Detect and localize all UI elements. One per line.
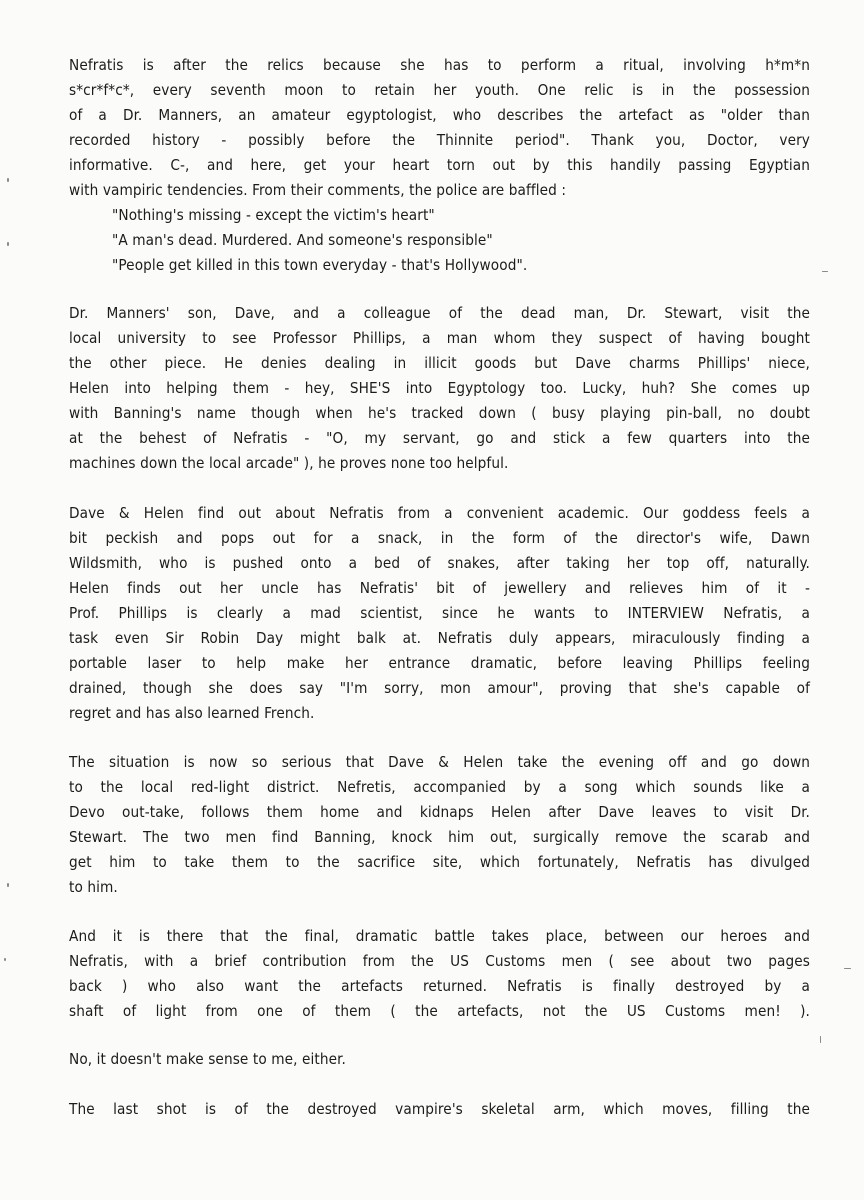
scan-speck	[822, 271, 828, 272]
paragraph-1-line-6: with vampiric tendencies. From their comments, the police are baffled :	[69, 181, 567, 199]
scan-speck	[7, 883, 9, 887]
paragraph-2-line-6: at the behest of Nefratis - "O, my servant, go and stick a few quarters into the	[69, 429, 810, 447]
paragraph-5-line-1: And it is there that the final, dramatic battle takes place, between our heroes and	[69, 927, 810, 945]
paragraph-4-line-4: Stewart. The two men find Banning, knock him out, surgically remove the scarab and	[69, 828, 810, 846]
paragraph-4-line-6: to him.	[69, 878, 118, 896]
paragraph-5-line-4: shaft of light from one of them ( the artefacts, not the US Customs men! ).	[69, 1002, 810, 1020]
paragraph-1-line-2: s*cr*f*c*, every seventh moon to retain her youth. One relic is in the possession	[69, 81, 810, 99]
paragraph-3-line-6: task even Sir Robin Day might balk at. Nefratis duly appears, miraculously finding a	[69, 629, 810, 647]
scan-speck	[7, 178, 9, 182]
paragraph-2-line-1: Dr. Manners' son, Dave, and a colleague of the dead man, Dr. Stewart, visit the	[69, 304, 810, 322]
paragraph-4-line-2: to the local red-light district. Nefretis, accompanied by a song which sounds like a	[69, 778, 810, 796]
paragraph-6-line-1: No, it doesn't make sense to me, either.	[69, 1050, 346, 1068]
paragraph-5-line-3: back ) who also want the artefacts returned. Nefratis is finally destroyed by a	[69, 977, 810, 995]
paragraph-3-line-2: bit peckish and pops out for a snack, in the form of the director's wife, Dawn	[69, 529, 810, 547]
paragraph-2-line-4: Helen into helping them - hey, SHE'S into Egyptology too. Lucky, huh? She comes up	[69, 379, 810, 397]
paragraph-4-line-1: The situation is now so serious that Dave & Helen take the evening off and go down	[69, 753, 810, 771]
scan-speck	[4, 958, 6, 961]
police-quote-2: "A man's dead. Murdered. And someone's responsible"	[112, 231, 493, 249]
paragraph-7-line-1: The last shot is of the destroyed vampire's skeletal arm, which moves, filling the	[69, 1100, 810, 1118]
paragraph-3-line-9: regret and has also learned French.	[69, 704, 315, 722]
paragraph-1-line-1: Nefratis is after the relics because she has to perform a ritual, involving h*m*n	[69, 56, 810, 74]
paragraph-1-line-5: informative. C-, and here, get your heart torn out by this handily passing Egyptian	[69, 156, 810, 174]
paragraph-5-line-2: Nefratis, with a brief contribution from the US Customs men ( see about two pages	[69, 952, 810, 970]
scan-speck	[7, 242, 9, 246]
paragraph-1-line-3: of a Dr. Manners, an amateur egyptologist, who describes the artefact as "older than	[69, 106, 810, 124]
scan-speck	[844, 968, 851, 969]
paragraph-3-line-3: Wildsmith, who is pushed onto a bed of snakes, after taking her top off, naturally.	[69, 554, 810, 572]
paragraph-2-line-7: machines down the local arcade" ), he proves none too helpful.	[69, 454, 509, 472]
paragraph-4-line-3: Devo out-take, follows them home and kidnaps Helen after Dave leaves to visit Dr.	[69, 803, 810, 821]
paragraph-3-line-1: Dave & Helen find out about Nefratis from a convenient academic. Our goddess feels a	[69, 504, 810, 522]
police-quote-3: "People get killed in this town everyday - that's Hollywood".	[112, 256, 528, 274]
paragraph-2-line-2: local university to see Professor Phillips, a man whom they suspect of having bought	[69, 329, 810, 347]
paragraph-3-line-4: Helen finds out her uncle has Nefratis' bit of jewellery and relieves him of it -	[69, 579, 810, 597]
paragraph-2-line-3: the other piece. He denies dealing in illicit goods but Dave charms Phillips' niece,	[69, 354, 810, 372]
paragraph-1-line-4: recorded history - possibly before the Thinnite period". Thank you, Doctor, very	[69, 131, 810, 149]
paragraph-4-line-5: get him to take them to the sacrifice site, which fortunately, Nefratis has divulged	[69, 853, 810, 871]
paragraph-2-line-5: with Banning's name though when he's tracked down ( busy playing pin-ball, no doubt	[69, 404, 810, 422]
paragraph-3-line-8: drained, though she does say "I'm sorry, mon amour", proving that she's capable of	[69, 679, 810, 697]
paragraph-3-line-5: Prof. Phillips is clearly a mad scientist, since he wants to INTERVIEW Nefratis, a	[69, 604, 810, 622]
paragraph-3-line-7: portable laser to help make her entrance dramatic, before leaving Phillips feeling	[69, 654, 810, 672]
scan-speck	[820, 1036, 821, 1043]
police-quote-1: "Nothing's missing - except the victim's heart"	[112, 206, 435, 224]
